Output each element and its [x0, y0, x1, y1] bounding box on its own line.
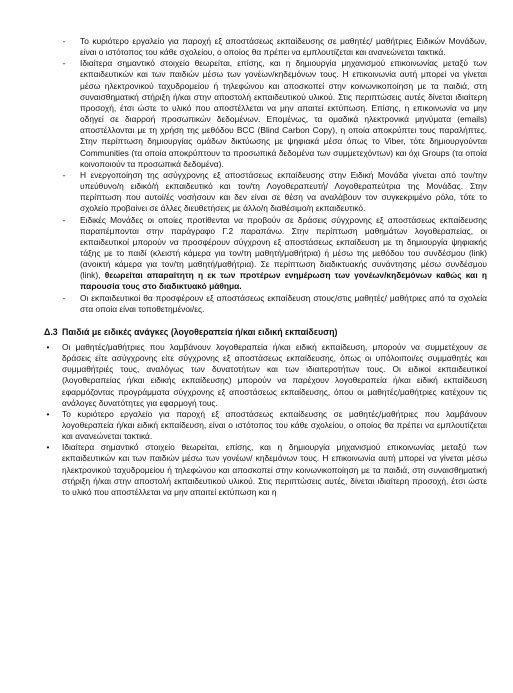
dash-marker: -	[62, 292, 66, 303]
dash-marker: -	[62, 169, 66, 180]
list-item	[46, 341, 487, 409]
list-item	[46, 442, 487, 498]
list-item	[62, 36, 487, 58]
list-item	[62, 292, 487, 315]
section-number: Δ.3	[44, 326, 58, 337]
section-title: Παιδιά με ειδικές ανάγκες (λογοθεραπεία ή/και ειδική εκπαίδευση)	[62, 326, 338, 337]
paragraph-text: Το κυριότερο εργαλείο για παροχή εξ αποστάσεως εκπαίδευσης σε μαθητές/μαθήτριες που λαμβάνουν λογοθεραπεία ή/και ειδική εκπαίδευση, είναι ο ιστότοπος του κάθε σχολείου, ο οποίος θα πρέπει να εμπλουτίζεται και ανανεώνεται τακτικά.	[62, 408, 487, 442]
paragraph-text: Το κυριότερο εργαλείο για παροχή εξ αποστάσεως εκπαίδευσης σε μαθητές/ μαθήτριες Ειδικών Μονάδων, είναι ο ιστότοπος του κάθε σχολείου, ο οποίος θα πρέπει να εμπλουτίζεται και ανανεώνεται τακτικά.	[80, 36, 487, 58]
paragraph-text: Η ενεργοποίηση της ασύγχρονης εξ αποστάσεως εκπαίδευσης στην Ειδική Μονάδα γίνεται από τον/την υπεύθυνο/η ειδικό/ή εκπαιδευτικό και τον/τη Λογοθεραπευτή/ Λογοθεραπεύτρια της Μονάδας. Στην περίπτωση που αυτοί/ές νοσήσουν και δεν είναι σε θέση να αναλάβουν τον συγκεκριμένο ρόλο, τότε το σχολείο προβαίνει σε άλλες διευθετήσεις με άλλο/η διαθέσιμο/η εκπαιδευτικό.	[80, 169, 487, 214]
bullet-marker: •	[46, 408, 50, 419]
bullet-marker: •	[46, 341, 50, 352]
dash-list	[58, 36, 487, 315]
emphasis-text: θεωρείται απαραίτητη η εκ των προτέρων ενημέρωση των γονέων/κηδεμόνων καθώς και η παρουσία τους στο διαδικτυακό μάθημα.	[80, 270, 487, 292]
section-heading	[44, 326, 487, 338]
dash-marker: -	[62, 36, 66, 46]
bullet-list	[42, 342, 487, 498]
paragraph-text: Ιδιαίτερα σημαντικό στοιχείο θεωρείται, επίσης, και η δημιουργία μηχανισμού επικοινωνίας μεταξύ των εκπαιδευτικών και των παιδιών μέσω των γονέων/κηδεμόνων τους. Η επικοινωνία αυτή μπορεί να γίνεται μέσω ηλεκτρονικού ταχυδρομείου ή τηλεφώνου και αποσκοπεί στην κοινωνικοποίηση με τα παιδιά, στη συναισθηματική στήριξη ή/και στην αποστολή εκπαιδευτικού υλικού. Στις περιπτώσεις αυτές δίνεται ιδιαίτερη προσοχή, έτσι ώστε το υλικό που αποστέλλεται να μην απαιτεί εκτύπωση. Επίσης, η επικοινωνία να μην οδηγεί σε διαρροή προσωπικών δεδομένων. Επομένως, τα ομαδικά ηλεκτρονικά μηνύματα (emails) αποστέλλονται με τη χρήση της μεθόδου BCC (Blind Carbon Copy), η οποία αποκρύπτει τους παραλήπτες. Στην περίπτωση δημιουργίας ομάδων δικτύωσης με ψηφιακά μέσα όπως το Viber, τότε δημιουργούνται Communities (τα οποία αποκρύπτουν τα προσωπικά δεδομένα των συμμετεχόντων) και όχι Groups (τα οποία κοινοποιούν τα προσωπικά δεδομένα).	[80, 58, 487, 169]
paragraph-text: Ειδικές Μονάδες οι οποίες προτίθενται να προβούν σε δράσεις σύγχρονης εξ αποστάσεως εκπαίδευσης παραπέμπονται στην παράγραφο Γ.2 παραπάνω. Στην περίπτωση μαθημάτων λογοθεραπείας, οι εκπαιδευτικοί μπορούν να προσφέρουν σύγχρονη εξ αποστάσεως εκπαίδευση με τη δημιουργία ψηφιακής τάξης με το παιδί (κλειστή κάμερα για τον/τη μαθητή/μαθήτρια) ή μέσω της μεθόδου του συνδέσμου (link) (ανοικτή κάμερα για τον/τη μαθητή/μαθήτρια). Σε περίπτωση διαδικτυακής συνάντησης μέσω συνδέσμου (link),	[80, 214, 487, 281]
dash-marker: -	[62, 214, 66, 225]
list-item	[62, 214, 487, 293]
paragraph-text: Οι μαθητές/μαθήτριες που λαμβάνουν λογοθεραπεία ή/και ειδική εκπαίδευση, μπορούν να συμμετέχουν σε δράσεις είτε ασύγχρονης είτε σύγχρονης εξ αποστάσεως εκπαίδευσης, όπως οι υπόλοιποι/ες συμμαθητές και συμμαθήτριές τους, αναλόγως των δυνατοτήτων και των ιδιαιτεροτήτων τους. Οι ειδικοί εκπαιδευτικοί (λογοθεραπείας ή/και ειδικής εκπαίδευσης) μπορούν να παρέχουν λογοθεραπεία ή/και ειδική εκπαίδευση εφαρμόζοντας προγράμματα σύγχρονης εξ αποστάσεως εκπαίδευσης, όπου οι μαθητές/μαθήτριες κατέχουν τις ανάλογες δυνατότητες για εφαρμογή τους.	[62, 341, 487, 408]
dash-marker: -	[62, 58, 66, 69]
list-item	[62, 169, 487, 215]
list-item	[62, 58, 487, 170]
paragraph-text: Οι εκπαιδευτικοί θα προσφέρουν εξ αποστάσεως εκπαίδευση στους/στις μαθητές/ μαθήτριες από τα σχολεία στα οποία είναι τοποθετημένοι/ες.	[80, 292, 487, 314]
list-item	[46, 408, 487, 442]
paragraph-text: Ιδιαίτερα σημαντικό στοιχείο θεωρείται, επίσης, και η δημιουργία μηχανισμού επικοινωνίας μεταξύ των εκπαιδευτικών και των παιδιών μέσω των γονέων/ κηδεμόνων τους. Η επικοινωνία αυτή μπορεί να γίνεται μέσω ηλεκτρονικού ταχυδρομείου ή τηλεφώνου και αποσκοπεί στην κοινωνικοποίηση με τα παιδιά, στη συναισθηματική στήριξη ή/και στην αποστολή εκπαιδευτικού υλικού. Στις περιπτώσεις αυτές, δίνεται ιδιαίτερη προσοχή, έτσι ώστε το υλικό που αποστέλλεται να μην απαιτεί εκτύπωση και η	[62, 442, 487, 497]
bullet-marker: •	[46, 442, 50, 453]
